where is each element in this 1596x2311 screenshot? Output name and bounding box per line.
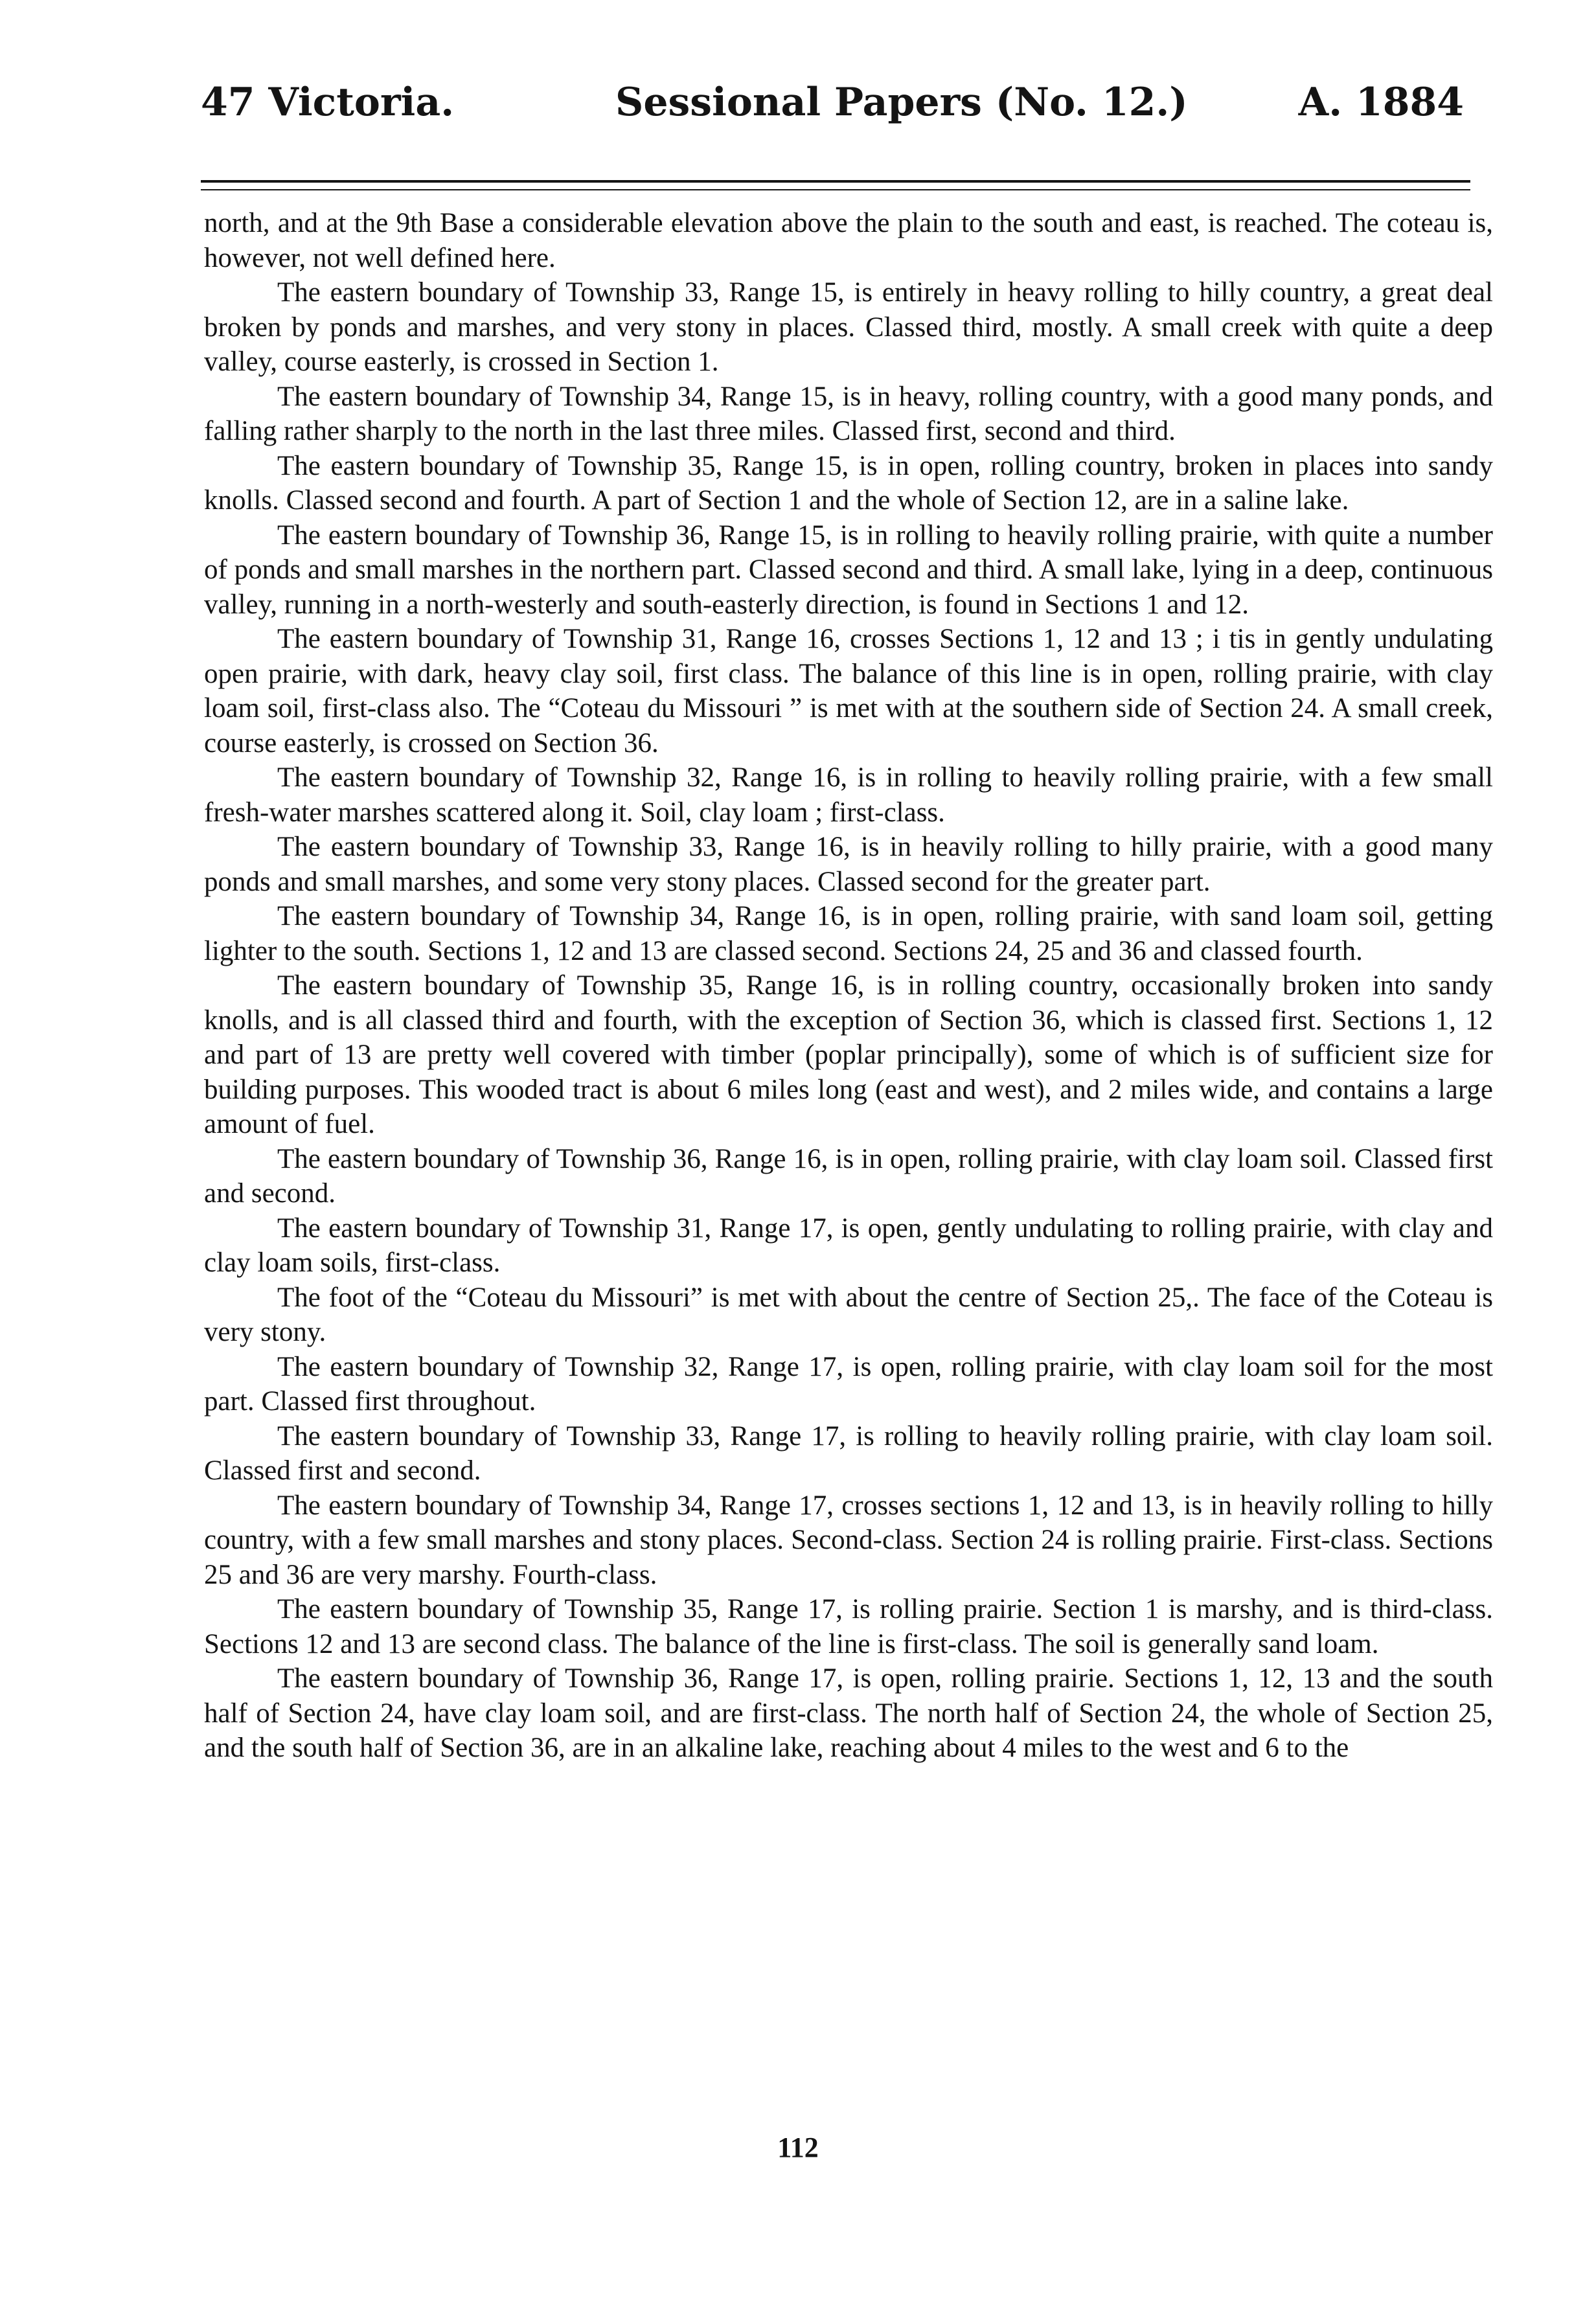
header-year: A. 1884 [1298, 80, 1464, 125]
paragraph: The foot of the “Coteau du Missouri” is met with about the centre of Section 25,. The face of the Coteau is very stony. [204, 1282, 1493, 1347]
header-rule-thick [201, 180, 1470, 183]
paragraph: The eastern boundary of Township 34, Range 17, crosses sections 1, 12 and 13, is in heavily rolling to hilly country, with a few small marshes and stony places. Second-class. Section 24 is rolling prairie. First-class. Sections 25 and 36 are very marshy. Fourth-class. [204, 1490, 1493, 1590]
paragraph: The eastern boundary of Township 34, Range 15, is in heavy, rolling country, with a good many ponds, and falling rather sharply to the north in the last three miles. Classed first, second and third. [204, 381, 1493, 446]
page-number: 112 [777, 2132, 819, 2163]
paragraph: The eastern boundary of Township 31, Range 17, is open, gently undulating to rolling prairie, with clay and clay loam soils, first-class. [204, 1212, 1493, 1278]
paragraph: The eastern boundary of Township 36, Range 16, is in open, rolling prairie, with clay loam soil. Classed first and second. [204, 1143, 1493, 1209]
paragraph: The eastern boundary of Township 33, Range 16, is in heavily rolling to hilly prairie, with a good many ponds and small marshes, and some very stony places. Classed second for the greater part. [204, 832, 1493, 897]
paragraph: The eastern boundary of Township 36, Range 17, is open, rolling prairie. Sections 1, 12, 13 and the south half of Section 24, have clay loam soil, and are first-class. The north half of Section 24, the whole of Section 25, and the south half of Section 36, are in an alkaline lake, reaching about 4 miles to the west and 6 to the [204, 1663, 1493, 1763]
paragraph: The eastern boundary of Township 35, Range 17, is rolling prairie. Section 1 is marshy, and is third-class. Sections 12 and 13 are second class. The balance of the line is first-class. The soil is generally sand loam. [204, 1594, 1493, 1659]
header-rule-thin [201, 189, 1470, 190]
header-volume: 47 Victoria. [201, 80, 455, 125]
paragraph: The eastern boundary of Township 31, Range 16, crosses Sections 1, 12 and 13 ; i tis in gently undulating open prairie, with dark, heavy clay soil, first class. The balance of this line is in open, rolling prairie, with clay loam soil, first-class also. The “Coteau du Missouri ” is met with at the southern side of Section 24. A small creek, course easterly, is crossed on Section 36. [204, 624, 1493, 758]
paragraph: The eastern boundary of Township 35, Range 15, is in open, rolling country, broken in places into sandy knolls. Classed second and fourth. A part of Section 1 and the whole of Section 12, are in a saline lake. [204, 450, 1493, 516]
header-series-title: Sessional Papers (No. 12.) [615, 80, 1188, 125]
paragraph: The eastern boundary of Township 36, Range 15, is in rolling to heavily rolling prairie, with quite a number of ponds and small marshes in the northern part. Classed second and third. A small lake, lying in a deep, continuous valley, running in a north-westerly and south-easterly direction, is found in Sections 1 and 12. [204, 519, 1493, 620]
paragraph: The eastern boundary of Township 33, Range 15, is entirely in heavy rolling to hilly country, a great deal broken by ponds and marshes, and very stony in places. Classed third, mostly. A small creek with quite a deep valley, course easterly, is crossed in Section 1. [204, 277, 1493, 377]
paragraph: The eastern boundary of Township 32, Range 17, is open, rolling prairie, with clay loam soil for the most part. Classed first throughout. [204, 1351, 1493, 1417]
paragraph: The eastern boundary of Township 34, Range 16, is in open, rolling prairie, with sand loam soil, getting lighter to the south. Sections 1, 12 and 13 are classed second. Sections 24, 25 and 36 and classed fourth. [204, 901, 1493, 966]
paragraph: north, and at the 9th Base a considerable elevation above the plain to the south and east, is reached. The coteau is, however, not well defined here. [204, 208, 1493, 273]
paragraph: The eastern boundary of Township 32, Range 16, is in rolling to heavily rolling prairie, with a few small fresh-water marshes scattered along it. Soil, clay loam ; first-class. [204, 762, 1493, 828]
paragraph: The eastern boundary of Township 33, Range 17, is rolling to heavily rolling prairie, with clay loam soil. Classed first and second. [204, 1420, 1493, 1486]
paragraph: The eastern boundary of Township 35, Range 16, is in rolling country, occasionally broken into sandy knolls, and is all classed third and fourth, with the exception of Section 36, which is classed first. Sections 1, 12 and part of 13 are pretty well covered with timber (poplar principally), some of which is of sufficient size for building purposes. This wooded tract is about 6 miles long (east and west), and 2 miles wide, and contains a large amount of fuel. [204, 970, 1493, 1139]
body-text [204, 206, 1493, 1766]
page-header [201, 76, 1470, 128]
